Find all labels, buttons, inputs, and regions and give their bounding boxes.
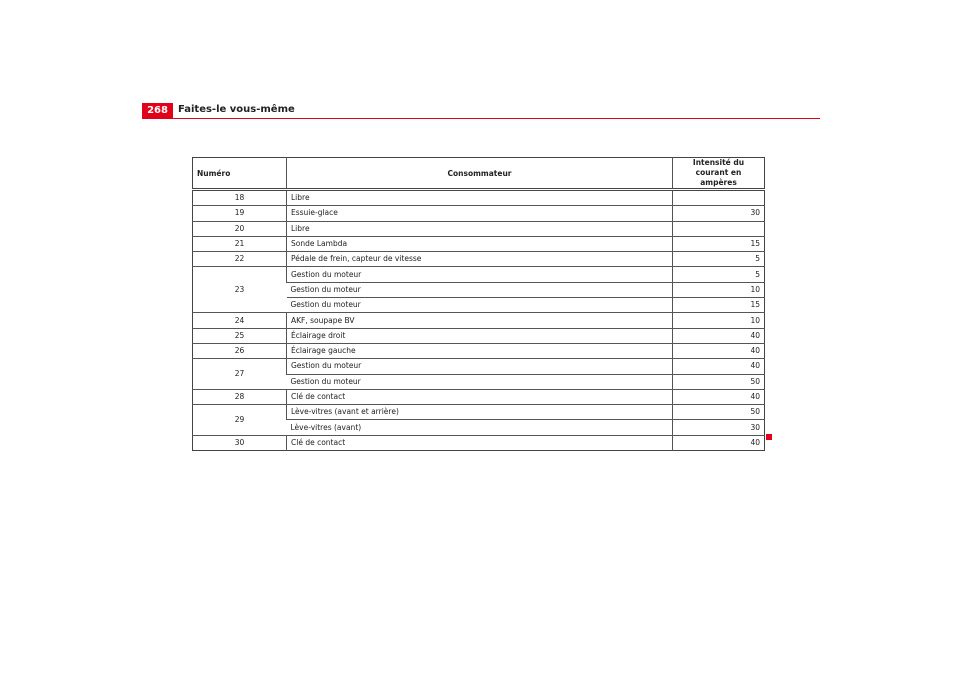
table-row: [193, 252, 765, 267]
table-row: [193, 313, 765, 328]
table-body: [193, 190, 765, 451]
cell-amperes: 40: [673, 389, 765, 404]
cell-amperes: 10: [673, 282, 765, 297]
table-row: [193, 343, 765, 358]
table-row: [193, 359, 765, 374]
column-header-consommateur: Consommateur: [287, 158, 673, 190]
cell-numero: 20: [193, 221, 287, 236]
cell-numero: 28: [193, 389, 287, 404]
cell-consommateur: Éclairage gauche: [287, 343, 673, 358]
cell-consommateur: Gestion du moteur: [287, 298, 673, 313]
cell-amperes: 50: [673, 374, 765, 389]
cell-amperes: 15: [673, 298, 765, 313]
cell-amperes: 40: [673, 328, 765, 343]
cell-amperes: 30: [673, 206, 765, 221]
cell-numero: 22: [193, 252, 287, 267]
page-number: 268: [142, 103, 173, 118]
cell-numero: 27: [193, 359, 287, 390]
table-row: [193, 328, 765, 343]
cell-amperes: 10: [673, 313, 765, 328]
cell-consommateur: AKF, soupape BV: [287, 313, 673, 328]
cell-consommateur: Gestion du moteur: [287, 359, 673, 374]
cell-numero: 29: [193, 405, 287, 436]
cell-consommateur: Gestion du moteur: [287, 282, 673, 297]
cell-amperes: 5: [673, 252, 765, 267]
header-rule: [142, 118, 820, 119]
table-row: [193, 236, 765, 251]
cell-numero: 23: [193, 267, 287, 313]
cell-consommateur: Libre: [287, 221, 673, 236]
table-row: [193, 267, 765, 282]
end-marker: [766, 434, 772, 440]
cell-amperes: 40: [673, 359, 765, 374]
cell-numero: 19: [193, 206, 287, 221]
cell-consommateur: Lève-vitres (avant et arrière): [287, 405, 673, 420]
cell-amperes: [673, 190, 765, 206]
fuse-table: [192, 157, 765, 451]
cell-consommateur: Essuie-glace: [287, 206, 673, 221]
table-row: [193, 221, 765, 236]
column-header-intensite: Intensité du courant en ampères: [673, 158, 765, 190]
cell-amperes: 50: [673, 405, 765, 420]
cell-amperes: [673, 221, 765, 236]
cell-consommateur: Éclairage droit: [287, 328, 673, 343]
cell-consommateur: Sonde Lambda: [287, 236, 673, 251]
cell-amperes: 40: [673, 435, 765, 450]
table-row: [193, 389, 765, 404]
table-row: [193, 206, 765, 221]
cell-numero: 18: [193, 190, 287, 206]
cell-consommateur: Lève-vitres (avant): [287, 420, 673, 435]
table-row: [193, 405, 765, 420]
cell-amperes: 5: [673, 267, 765, 282]
cell-numero: 21: [193, 236, 287, 251]
cell-consommateur: Clé de contact: [287, 435, 673, 450]
cell-numero: 30: [193, 435, 287, 450]
cell-consommateur: Gestion du moteur: [287, 267, 673, 282]
cell-numero: 24: [193, 313, 287, 328]
table-row: [193, 435, 765, 450]
cell-consommateur: Libre: [287, 190, 673, 206]
page-title: Faites-le vous-même: [178, 104, 295, 115]
cell-amperes: 40: [673, 343, 765, 358]
cell-amperes: 30: [673, 420, 765, 435]
cell-amperes: 15: [673, 236, 765, 251]
table-header-row: [193, 158, 765, 190]
cell-numero: 25: [193, 328, 287, 343]
cell-consommateur: Pédale de frein, capteur de vitesse: [287, 252, 673, 267]
cell-consommateur: Gestion du moteur: [287, 374, 673, 389]
column-header-numero: Numéro: [193, 158, 287, 190]
table-row: [193, 190, 765, 206]
cell-consommateur: Clé de contact: [287, 389, 673, 404]
cell-numero: 26: [193, 343, 287, 358]
